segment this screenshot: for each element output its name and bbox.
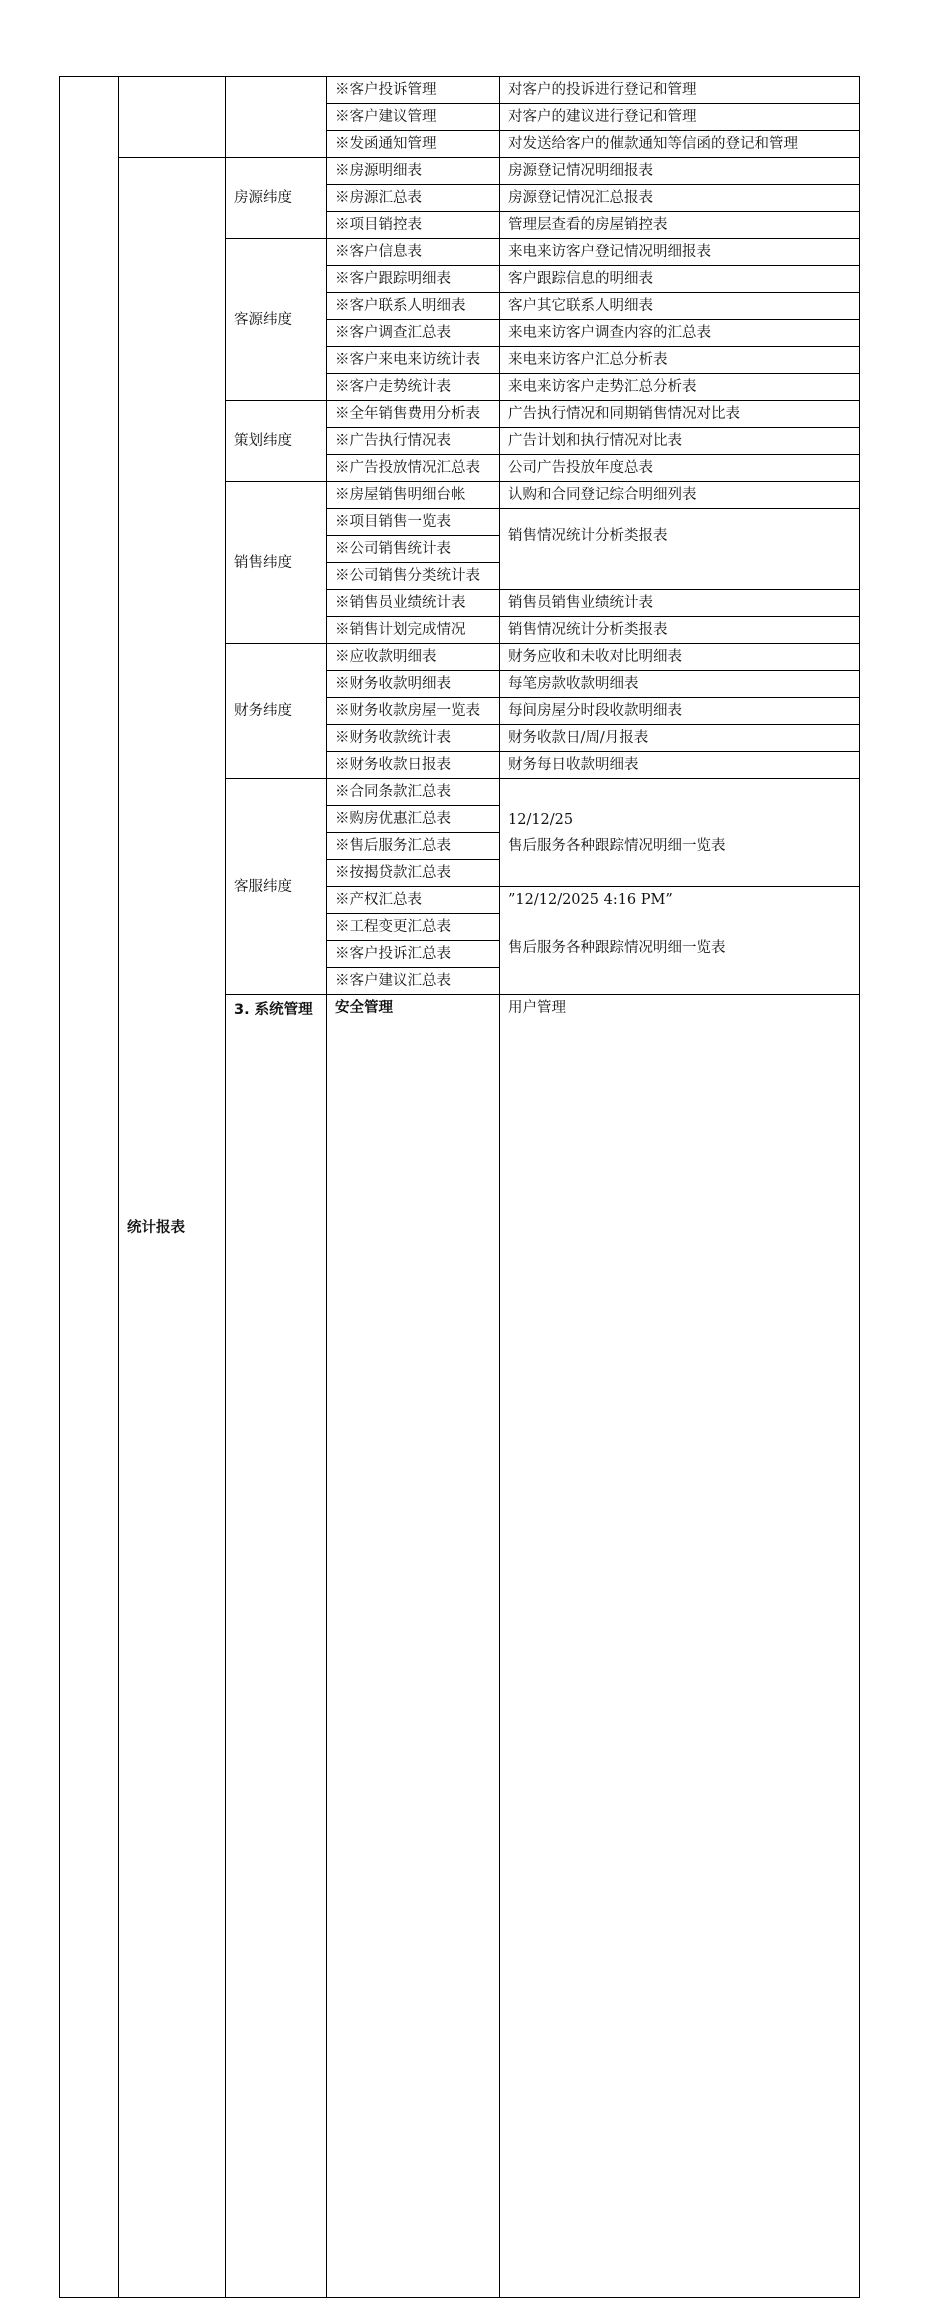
item-cell: ※客户建议管理 [327,104,500,131]
item-cell: ※财务收款日报表 [327,752,500,779]
item-cell: ※应收款明细表 [327,644,500,671]
item-cell: ※产权汇总表 [327,887,500,914]
desc-cell: 对客户的建议进行登记和管理 [500,104,860,131]
desc-cell: 每间房屋分时段收款明细表 [500,698,860,725]
item-cell: ※销售计划完成情况 [327,617,500,644]
item-cell: ※合同条款汇总表 [327,779,500,806]
desc-cell [500,779,860,887]
item-cell: ※客户走势统计表 [327,374,500,401]
desc-cell: 财务每日收款明细表 [500,752,860,779]
dimension-planning: 策划纬度 [226,401,327,482]
item-cell: ※客户信息表 [327,239,500,266]
desc-cell: 房源登记情况汇总报表 [500,185,860,212]
desc-cell: 客户其它联系人明细表 [500,293,860,320]
item-cell: ※销售员业绩统计表 [327,590,500,617]
dimension-sales: 销售纬度 [226,482,327,644]
desc-cell: 客户跟踪信息的明细表 [500,266,860,293]
desc-cell: 对客户的投诉进行登记和管理 [500,77,860,104]
dimension-housing: 房源纬度 [226,158,327,239]
item-cell: ※客户联系人明细表 [327,293,500,320]
desc-cell: 公司广告投放年度总表 [500,455,860,482]
desc-cell: 认购和合同登记综合明细列表 [500,482,860,509]
item-cell: ※项目销售一览表 [327,509,500,536]
desc-cell: 财务收款日/周/月报表 [500,725,860,752]
dimension-customer: 客源纬度 [226,239,327,401]
datetime-text: ”12/12/2025 4:16 PM” [508,892,673,908]
item-cell: ※公司销售分类统计表 [327,563,500,590]
desc-cell: 销售情况统计分析类报表 [500,509,860,590]
item-cell: ※客户来电来访统计表 [327,347,500,374]
module-cell-empty [119,77,226,158]
item-cell: ※客户调查汇总表 [327,320,500,347]
desc-cell: 销售情况统计分析类报表 [500,617,860,644]
desc-cell: 销售员销售业绩统计表 [500,590,860,617]
item-cell: ※客户投诉汇总表 [327,941,500,968]
item-cell: ※广告执行情况表 [327,428,500,455]
item-cell: ※客户建议汇总表 [327,968,500,995]
dimension-cell-empty [226,77,327,158]
item-cell: ※财务收款房屋一览表 [327,698,500,725]
item-cell: ※按揭贷款汇总表 [327,860,500,887]
module-security: 安全管理 [327,995,500,2298]
item-cell: ※工程变更汇总表 [327,914,500,941]
item-cell: ※客户跟踪明细表 [327,266,500,293]
desc-cell: 来电来访客户汇总分析表 [500,347,860,374]
desc-cell: 广告执行情况和同期销售情况对比表 [500,401,860,428]
item-cell: ※项目销控表 [327,212,500,239]
item-cell: ※客户投诉管理 [327,77,500,104]
item-cell: ※广告投放情况汇总表 [327,455,500,482]
desc-cell: 对发送给客户的催款通知等信函的登记和管理 [500,131,860,158]
dimension-user-management: 用户管理 [500,995,860,2298]
desc-cell: 来电来访客户走势汇总分析表 [500,374,860,401]
desc-text: 售后服务各种跟踪情况明细一览表 [508,837,726,854]
item-cell: ※公司销售统计表 [327,536,500,563]
desc-cell: 管理层查看的房屋销控表 [500,212,860,239]
desc-cell: 来电来访客户登记情况明细报表 [500,239,860,266]
desc-cell: 广告计划和执行情况对比表 [500,428,860,455]
section-system-management: 3. 系统管理 [226,995,327,2298]
desc-text: 售后服务各种跟踪情况明细一览表 [508,940,726,956]
item-cell: ※全年销售费用分析表 [327,401,500,428]
desc-cell: 房源登记情况明细报表 [500,158,860,185]
desc-cell: 来电来访客户调查内容的汇总表 [500,320,860,347]
item-cell: ※购房优惠汇总表 [327,806,500,833]
item-cell: ※房源汇总表 [327,185,500,212]
desc-cell: 财务应收和未收对比明细表 [500,644,860,671]
desc-cell: 每笔房款收款明细表 [500,671,860,698]
item-cell: ※售后服务汇总表 [327,833,500,860]
item-cell: ※发函通知管理 [327,131,500,158]
item-cell: ※财务收款统计表 [327,725,500,752]
item-cell: ※房屋销售明细台帐 [327,482,500,509]
table-row [60,158,860,185]
dimension-service: 客服纬度 [226,779,327,995]
item-cell: ※财务收款明细表 [327,671,500,698]
section-cell-empty [60,77,119,2298]
module-stats-reports: 统计报表 [119,158,226,2298]
table-row [60,77,860,104]
date-text: 12/12/25 [508,811,574,828]
spec-table [59,76,860,2298]
desc-cell [500,887,860,995]
item-cell: ※房源明细表 [327,158,500,185]
dimension-finance: 财务纬度 [226,644,327,779]
